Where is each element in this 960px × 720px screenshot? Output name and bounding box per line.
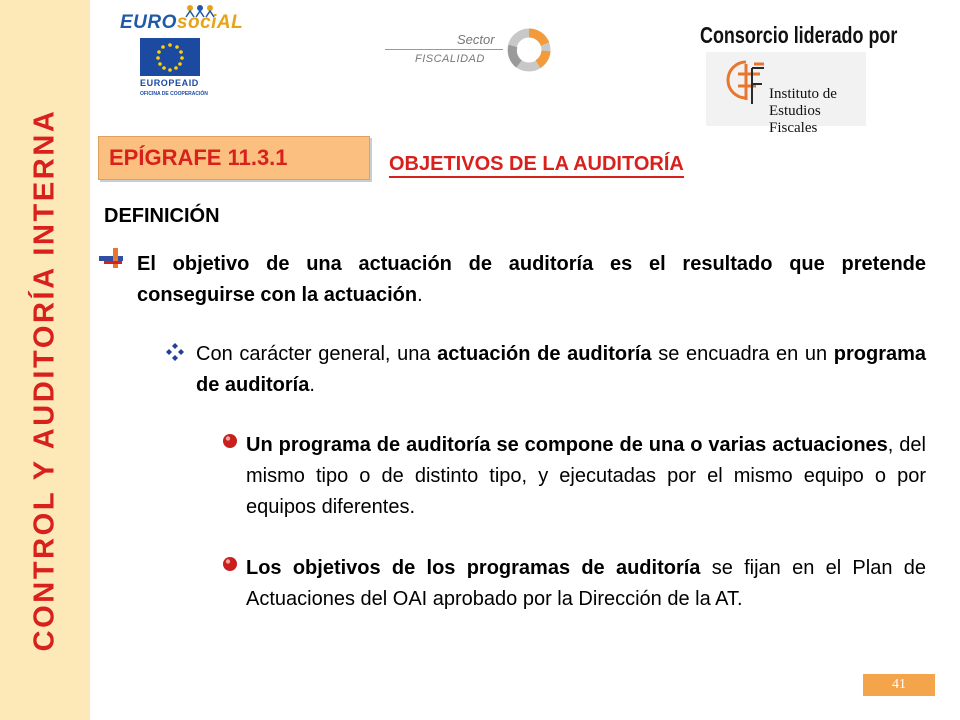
eu-flag-icon [140, 38, 200, 76]
paragraph-programa [246, 430, 926, 523]
sidebar [0, 0, 90, 720]
p2-b: actuación de auditoría [437, 343, 652, 365]
p4-b: se fijan en el Plan de Actuaciones del OAI aprobado por la Dirección de la AT. [246, 557, 926, 610]
red-ball-bullet-icon [222, 556, 238, 572]
p2-c: se encuadra en un [651, 343, 834, 365]
p2-a: Con carácter general, una [196, 343, 438, 365]
people-figures-icon [140, 4, 230, 18]
paragraph-objetivos [246, 553, 926, 615]
ief-name [769, 86, 866, 137]
eurosocial-logo [112, 4, 244, 106]
ief-line1: Instituto de [769, 86, 837, 102]
eurosocial-euro: EURO [120, 12, 177, 33]
paragraph-general [196, 339, 926, 401]
paragraph-objective [137, 249, 926, 311]
epigrafe-box [98, 136, 370, 180]
ief-logo [706, 52, 866, 136]
epigrafe-label: EPÍGRAFE 11.3.1 [109, 145, 288, 170]
sector-fiscalidad-logo [385, 22, 555, 84]
p3-a: Un programa de auditoría se compone de una o varias actuaciones [246, 434, 888, 456]
sector-label: Sector [457, 32, 495, 47]
p4-a: Los objetivos de los programas de auditoría [246, 557, 701, 579]
p1-end: . [417, 284, 423, 306]
p2-d: programa de auditoría [196, 343, 927, 396]
page-number: 41 [863, 674, 935, 696]
p1-bold: El objetivo de una actuación de auditoría es el resultado que pretende conseguirse con la actuación [137, 253, 926, 306]
ring-segments-icon [505, 26, 553, 74]
eurosocial-social: sociAL [176, 12, 244, 33]
p3-b: , del mismo tipo o de distinto tipo, y ejecutadas por el mismo equipo o por equipos diferentes. [246, 434, 926, 518]
ief-mark-icon [716, 54, 768, 114]
section-title: OBJETIVOS DE LA AUDITORÍA [389, 152, 684, 178]
diamond-bullet-icon [165, 342, 185, 362]
consorcio-label: Consorcio liderado por [700, 22, 898, 48]
p2-e: . [309, 374, 315, 396]
fiscalidad-label: FISCALIDAD [415, 53, 485, 65]
sector-divider [385, 49, 503, 50]
definicion-heading: DEFINICIÓN [104, 205, 220, 227]
europeaid-sublabel: OFICINA DE COOPERACIÓN [140, 91, 208, 97]
red-ball-bullet-icon [222, 433, 238, 449]
cross-bullet-icon [97, 246, 131, 270]
sidebar-title: CONTROL Y AUDITORÍA INTERNA [28, 108, 61, 652]
europeaid-label: EUROPEAID [140, 78, 199, 88]
ief-line2: Estudios Fiscales [769, 103, 821, 136]
